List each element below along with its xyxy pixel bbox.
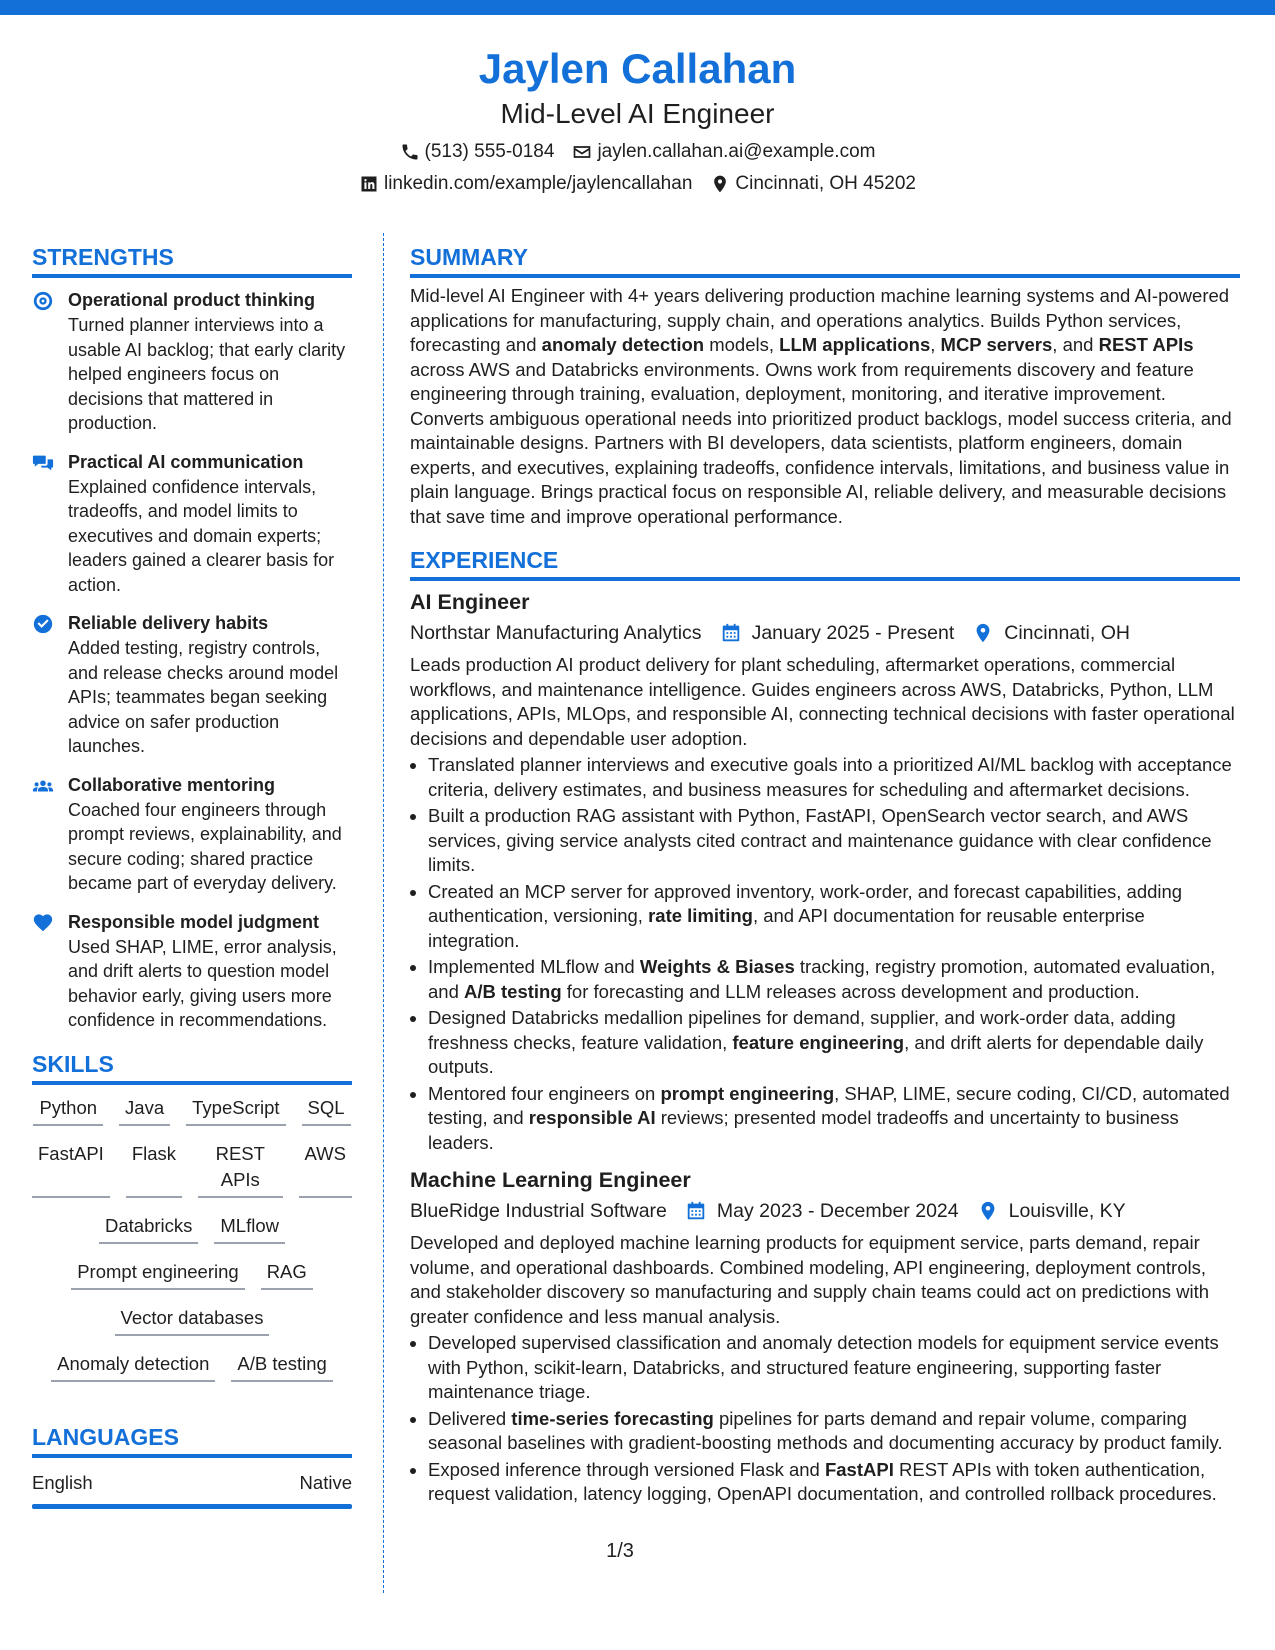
calendar-icon <box>685 1200 707 1222</box>
languages-rule <box>32 1454 352 1458</box>
strength-title: Collaborative mentoring <box>68 774 276 795</box>
text-run: , SHAP, LIME, secure coding, CI/CD, automated testing, and <box>428 1082 1230 1128</box>
bold-keyword: anomaly detection <box>541 334 705 355</box>
job-bullet <box>428 1331 1240 1405</box>
envelope-icon <box>572 142 592 162</box>
text-run: , and API documentation for reusable enterprise integration. <box>428 905 1145 951</box>
company-name: Northstar Manufacturing Analytics <box>410 622 702 644</box>
job-description: Developed and deployed machine learning products for equipment service, parts demand, repair volume, and operational dashboards. Combined modeling, API engineering, deployment controls, and stakeholder discovery so manufacturing and supply chain teams could act on predictions with greater confidence and less manual analysis. <box>410 1232 1210 1327</box>
linkedin-contact[interactable] <box>359 168 692 200</box>
job-bullet <box>428 753 1240 802</box>
skill-tag: Vector databases <box>115 1305 270 1336</box>
linkedin-text: linkedin.com/example/jaylencallahan <box>383 173 693 194</box>
strength-desc: Turned planner interviews into a usable AI backlog; that early clarity helped engineers focus on decisions that mattered in production. <box>68 315 346 433</box>
text-run: , and drift alerts for dependable daily outputs. <box>428 1031 1204 1077</box>
job-company <box>410 1195 667 1227</box>
strength-title: Reliable delivery habits <box>68 613 269 633</box>
strength-title: Practical AI communication <box>68 451 304 472</box>
job-bullet <box>428 880 1240 954</box>
phone-icon <box>400 142 420 162</box>
bold-keyword: MCP servers <box>940 334 1053 355</box>
strength-desc: Added testing, registry controls, and release checks around model APIs; teammates began seeking advice on safer production launches. <box>68 638 339 756</box>
skill-row <box>32 1213 352 1244</box>
strength-icon-wrap <box>32 450 54 598</box>
strength-desc: Explained confidence intervals, tradeoffs, and model limits to executives and domain experts; leaders gained a clearer basis for action. <box>68 476 335 595</box>
linkedin-icon <box>359 174 379 194</box>
job-title: Machine Learning Engineer <box>410 1168 691 1192</box>
skills-rule <box>32 1081 352 1085</box>
strengths-heading: STRENGTHS <box>32 244 174 270</box>
skills-list <box>32 1095 352 1382</box>
text-run: Built a production RAG assistant with Python, FastAPI, OpenSearch vector search, and AWS services, giving service analysts cited contract and maintenance guidance with clear confidence limits. <box>428 805 1212 875</box>
bold-keyword: REST APIs <box>1098 334 1194 355</box>
skill-tag: Python <box>33 1095 103 1126</box>
skill-tag: Databricks <box>99 1213 198 1244</box>
strength-title: Responsible model judgment <box>68 911 320 932</box>
strengths-rule <box>32 274 352 278</box>
column-divider <box>383 233 384 1593</box>
map-pin-icon <box>972 622 994 644</box>
text-run: across AWS and Databricks environments. Owns work from requirements discovery and feature engineering through training, evaluation, deployment, monitoring, and iterative improvement. Converts ambiguous operational needs into prioritized product backlogs, model success criteria, and maintainable designs. Partners with BI developers, data scientists, platform engineers, domain experts, and executives, explaining tradeoffs, confidence intervals, limitations, and business value in plain language. Brings practical focus on responsible AI, reliable delivery, and measurable decisions that save time and improve operational performance. <box>410 358 1232 527</box>
email-contact[interactable] <box>572 136 875 168</box>
page-number: 1/3 <box>606 1540 634 1562</box>
bold-keyword: Weights & Biases <box>639 956 795 977</box>
candidate-name: Jaylen Callahan <box>478 45 797 92</box>
text-run: for forecasting and LLM releases across development and production. <box>561 980 1140 1002</box>
bold-keyword: A/B testing <box>464 980 562 1002</box>
skill-tag: RAG <box>261 1259 313 1290</box>
skill-tag: Anomaly detection <box>51 1351 215 1382</box>
experience-rule <box>410 577 1240 581</box>
job-entry <box>410 587 1240 1155</box>
target-icon <box>32 290 54 312</box>
resume-header <box>0 40 1275 200</box>
strength-icon-wrap <box>32 288 54 436</box>
strength-title: Operational product thinking <box>68 290 315 310</box>
dates-text: January 2025 - Present <box>751 622 955 644</box>
map-pin-icon <box>977 1200 999 1222</box>
languages-section <box>32 1420 352 1509</box>
text-run: REST APIs with token authentication, request validation, latency logging, OpenAPI documentation, and controlled rollback procedures. <box>428 1458 1217 1504</box>
bold-keyword: feature engineering <box>732 1031 905 1053</box>
job-title: AI Engineer <box>410 590 530 614</box>
candidate-title: Mid-Level AI Engineer <box>500 98 775 129</box>
top-accent-bar <box>0 0 1275 15</box>
skill-tag: A/B testing <box>231 1351 332 1382</box>
skill-row <box>32 1259 352 1290</box>
skill-tag: REST APIs <box>198 1141 283 1198</box>
job-location <box>972 617 1130 649</box>
strengths-list <box>32 288 352 1033</box>
right-column <box>410 240 1240 1509</box>
location-contact <box>710 168 916 200</box>
job-company <box>410 617 702 649</box>
job-bullets <box>410 753 1240 1155</box>
strength-body <box>68 910 352 1033</box>
skill-tag: Java <box>119 1095 170 1126</box>
job-entry <box>410 1165 1240 1507</box>
strength-item <box>32 910 352 1033</box>
text-run: Developed supervised classification and anomaly detection models for equipment service events with Python, scikit-learn, Databricks, and structured feature engineering, supporting faster maintenance triage. <box>428 1332 1219 1402</box>
skill-tag: TypeScript <box>186 1095 285 1126</box>
skill-tag: AWS <box>299 1141 352 1198</box>
dates-text: May 2023 - December 2024 <box>716 1200 959 1222</box>
skill-tag: FastAPI <box>32 1141 110 1198</box>
language-level-bar <box>32 1504 352 1509</box>
skill-row <box>32 1095 352 1126</box>
experience-heading: EXPERIENCE <box>410 547 559 573</box>
skill-tag: MLflow <box>214 1213 285 1244</box>
phone-text: (513) 555-0184 <box>424 141 555 162</box>
phone-contact[interactable] <box>400 136 555 168</box>
summary-heading: SUMMARY <box>410 244 528 270</box>
email-text: jaylen.callahan.ai@example.com <box>597 141 876 162</box>
location-text: Cincinnati, OH <box>1004 622 1130 644</box>
language-item <box>32 1472 352 1494</box>
text-run: Translated planner interviews and executive goals into a prioritized AI/ML backlog with acceptance criteria, delivery estimates, and business measures for scheduling and aftermarket decisions. <box>428 754 1232 800</box>
job-bullet <box>428 1458 1240 1507</box>
strength-desc: Coached four engineers through prompt reviews, explainability, and secure coding; shared practice became part of everyday delivery. <box>68 799 342 893</box>
summary-rule <box>410 274 1240 278</box>
job-bullet <box>428 1006 1240 1080</box>
summary-section <box>410 240 1240 529</box>
skill-tag: SQL <box>302 1095 351 1126</box>
job-bullet <box>428 804 1240 878</box>
job-description: Leads production AI product delivery for plant scheduling, aftermarket operations, commercial workflows, and maintenance intelligence. Guides engineers across AWS, Databricks, Python, LLM applications, APIs, MLOps, and responsible AI, connecting technical decisions with faster operational decisions and dependable user adoption. <box>410 654 1235 749</box>
language-name: English <box>32 1471 93 1493</box>
strength-item <box>32 450 352 598</box>
calendar-icon <box>720 622 742 644</box>
strength-desc: Used SHAP, LIME, error analysis, and drift alerts to question model behavior early, giving users more confidence in recommendations. <box>68 936 337 1030</box>
language-level: Native <box>299 1471 352 1493</box>
job-bullet <box>428 1082 1240 1156</box>
job-bullet <box>428 1407 1240 1456</box>
text-run: , <box>930 334 941 355</box>
bold-keyword: prompt engineering <box>660 1082 835 1104</box>
strength-icon-wrap <box>32 773 54 896</box>
text-run: Created an MCP server for approved inventory, work-order, and forecast capabilities, adding authentication, versioning, <box>428 880 1183 926</box>
skill-tag: Prompt engineering <box>71 1259 244 1290</box>
summary-text <box>410 284 1240 529</box>
strength-icon-wrap <box>32 910 54 1033</box>
text-run: tracking, registry promotion, automated evaluation, and <box>428 956 1216 1002</box>
map-pin-icon <box>710 174 730 194</box>
strengths-section <box>32 240 352 1033</box>
skill-row <box>32 1305 352 1336</box>
text-run: models, <box>704 334 780 355</box>
strength-icon-wrap <box>32 611 54 759</box>
left-column <box>32 240 352 1509</box>
text-run: Mid-level AI Engineer with 4+ years delivering production machine learning systems and AI-powered applications for manufacturing, supply chain, and operations analytics. Builds Python services, forecasting and <box>410 285 1230 355</box>
bold-keyword: time-series forecasting <box>511 1407 714 1429</box>
skills-heading: SKILLS <box>32 1050 114 1077</box>
users-icon <box>32 775 54 797</box>
company-name: BlueRidge Industrial Software <box>410 1200 667 1222</box>
skill-row <box>32 1141 352 1198</box>
job-bullet <box>428 955 1240 1004</box>
skill-tag: Flask <box>126 1141 182 1198</box>
bold-keyword: LLM applications <box>779 334 931 355</box>
text-run: Exposed inference through versioned Flask and <box>428 1458 825 1480</box>
job-location <box>977 1195 1126 1227</box>
check-circle-icon <box>32 613 54 635</box>
bold-keyword: responsible AI <box>528 1107 656 1128</box>
bold-keyword: rate limiting <box>648 905 753 926</box>
languages-heading: LANGUAGES <box>32 1423 179 1450</box>
skills-section <box>32 1047 352 1382</box>
job-dates <box>720 617 955 649</box>
job-meta <box>410 617 1240 649</box>
location-text: Louisville, KY <box>1008 1200 1126 1222</box>
text-run: Implemented MLflow and <box>428 956 640 977</box>
experience-section <box>410 543 1240 1507</box>
chat-icon <box>32 452 54 474</box>
strength-body <box>68 611 352 759</box>
text-run: , and <box>1052 334 1099 355</box>
text-run: Designed Databricks medallion pipelines for demand, supplier, and work-order data, adding freshness checks, feature validation, <box>428 1007 1176 1053</box>
strength-body <box>68 773 352 896</box>
text-run: Mentored four engineers on <box>428 1082 661 1104</box>
strength-item <box>32 288 352 436</box>
skill-row <box>32 1351 352 1382</box>
text-run: pipelines for parts demand and repair volume, comparing seasonal baselines with gradient-boosting methods and documenting accuracy by product family. <box>428 1407 1223 1453</box>
job-meta <box>410 1195 1240 1227</box>
contact-row-1 <box>0 136 1275 168</box>
strength-body <box>68 450 352 598</box>
job-list <box>410 587 1240 1507</box>
job-dates <box>685 1195 959 1227</box>
strength-body <box>68 288 352 436</box>
strength-item <box>32 611 352 759</box>
strength-item <box>32 773 352 896</box>
text-run: reviews; presented model tradeoffs and uncertainty to business leaders. <box>428 1107 1179 1153</box>
job-bullets <box>410 1331 1240 1507</box>
heart-icon <box>32 912 54 934</box>
bold-keyword: FastAPI <box>824 1458 894 1480</box>
text-run: Delivered <box>428 1407 512 1429</box>
contact-row-2 <box>0 168 1275 200</box>
location-text: Cincinnati, OH 45202 <box>735 173 916 194</box>
